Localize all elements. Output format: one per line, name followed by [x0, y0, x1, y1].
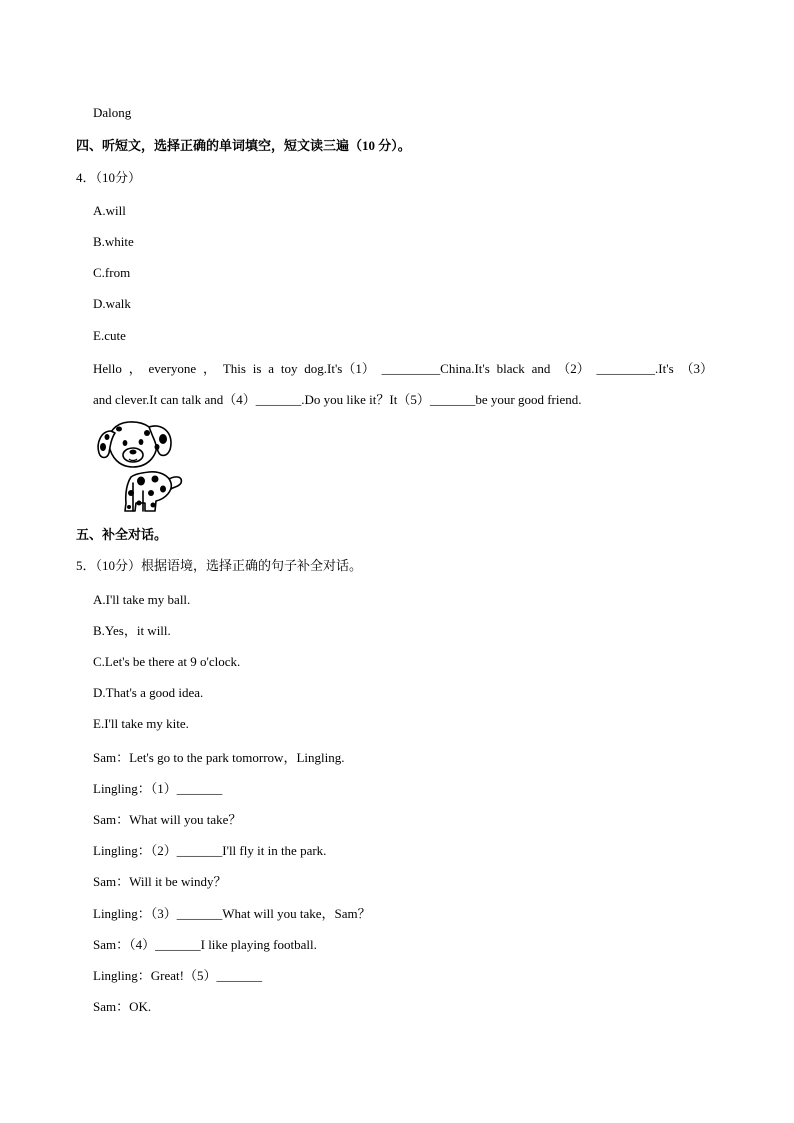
- dialogue-line: Lingling：（1）_______: [93, 781, 223, 796]
- question-5-label: 5．（10分）根据语境，选择正确的句子补全对话。: [76, 558, 363, 573]
- option-a: A.will: [93, 203, 126, 218]
- option-b: B.white: [93, 234, 134, 249]
- dialogue-line: Sam：（4）_______I like playing football.: [93, 937, 317, 952]
- passage-word: toy: [280, 361, 298, 376]
- dalmatian-dog-image: [95, 417, 187, 515]
- option-e: E.cute: [93, 328, 126, 343]
- dialogue-line: Lingling：（3）_______What will you take，Sam？: [93, 906, 371, 921]
- option-d: D.walk: [93, 296, 131, 311]
- passage-word: everyone: [148, 361, 197, 376]
- passage-word: （3）: [680, 361, 713, 376]
- option-c: C.Let's be there at 9 o'clock.: [93, 654, 241, 669]
- option-c: C.from: [93, 265, 131, 280]
- dialogue-line: Sam：OK.: [93, 999, 152, 1014]
- option-b: B.Yes，it will.: [93, 623, 171, 638]
- passage-line-2: and clever.It can talk and（4）_______.Do you like it？It（5）_______be your good friend.: [93, 392, 582, 407]
- passage-word: （2）: [557, 361, 590, 376]
- dialogue-line: Lingling：Great!（5）_______: [93, 968, 262, 983]
- option-a: A.I'll take my ball.: [93, 592, 191, 607]
- passage-word: a: [268, 361, 275, 376]
- option-e: E.I'll take my kite.: [93, 716, 189, 731]
- dialogue-line: Sam：Let's go to the park tomorrow，Lingling.: [93, 750, 345, 765]
- top-word: Dalong: [93, 105, 132, 120]
- dialogue-line: Lingling：（2）_______I'll fly it in the park.: [93, 843, 327, 858]
- passage-word: _________.It's: [596, 361, 674, 376]
- dialogue-line: Sam：Will it be windy？: [93, 874, 227, 889]
- passage-word: Hello: [93, 361, 122, 376]
- option-d: D.That's a good idea.: [93, 685, 204, 700]
- section5-heading: 五、补全对话。: [76, 527, 168, 542]
- passage-word: This: [222, 361, 246, 376]
- section4-heading: 四、听短文，选择正确的单词填空，短文读三遍（10 分）。: [76, 138, 411, 153]
- passage-word: and: [531, 361, 551, 376]
- dialogue-line: Sam：What will you take？: [93, 812, 242, 827]
- passage-word: black: [496, 361, 525, 376]
- question-4-label: 4．（10分）: [76, 170, 142, 185]
- passage-word: ，: [128, 361, 142, 376]
- passage-word: ，: [202, 361, 216, 376]
- passage-word: is: [252, 361, 262, 376]
- passage-line-1: [93, 361, 713, 377]
- passage-word: _________China.It's: [381, 361, 490, 376]
- passage-word: dog.It's（1）: [304, 361, 375, 376]
